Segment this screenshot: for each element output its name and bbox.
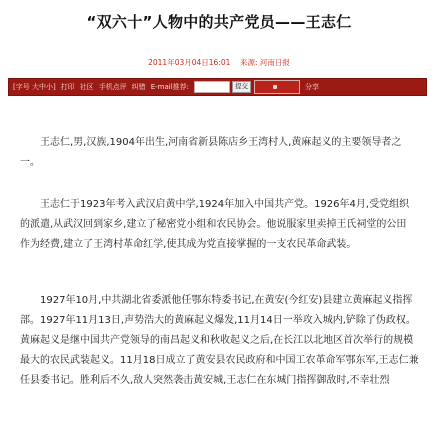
share-link[interactable]: 分享 [305, 83, 319, 91]
article-paragraph: 王志仁,男,汉族,1904年出生,河南省新县陈店乡王湾村人,黄麻起义的主要领导者之一。 [20, 137, 402, 168]
article-paragraph: 王志仁于1923年考入武汉启黄中学,1924年加入中国共产党。1926年4月,受党组织的派遣,从武汉回到家乡,建立了秘密党小组和农民协会。他说服家里卖掉王氏祠堂的公田作为经费,建立了王湾村革命红学,使其成为党直接掌握的一支农民革命武装。 [20, 199, 410, 250]
correction-link[interactable]: 纠错 [131, 83, 146, 91]
article-title: “双六十”人物中的共产党员——王志仁 [86, 13, 352, 31]
email-input[interactable] [194, 81, 230, 93]
article-toolbar [8, 78, 427, 96]
mobile-comment-link[interactable]: 手机点评 [98, 83, 127, 91]
share-dropdown-icon [273, 85, 277, 89]
source-label: 来源: [239, 58, 258, 67]
community-link[interactable]: 社区 [79, 83, 94, 91]
text-fade-overlay [285, 388, 438, 421]
article-paragraph: 1927年10月,中共湖北省委派他任鄂东特委书记,在黄安(今红安)县建立黄麻起义指挥部。1927年11月13日,声势浩大的黄麻起义爆发,11月14日一举攻入城内,铲除了伪政权。黄麻起义是继中国共产党领导的南昌起义和秋收起义之后,在长江以北地区首次举行的规模最大的农民武装起义。11月18日成立了黄安县农民政府和中国工农革命军鄂东军,王志仁兼任县委书记。胜利后不久,敌人突然袭击黄安城,王志仁在东城门指挥御敌时,不幸壮烈 [20, 295, 419, 386]
article-meta [0, 57, 438, 68]
font-size-control[interactable]: [字号 大中小] [13, 83, 56, 91]
article-source[interactable]: 河南日报 [259, 58, 290, 67]
print-link[interactable]: 打印 [60, 83, 75, 91]
submit-button[interactable]: 提交 [232, 81, 251, 93]
share-dropdown[interactable] [254, 80, 300, 94]
article-date: 2011年03月04日16:01 [148, 58, 231, 67]
email-recommend-label: E-mail推荐: [150, 83, 189, 91]
